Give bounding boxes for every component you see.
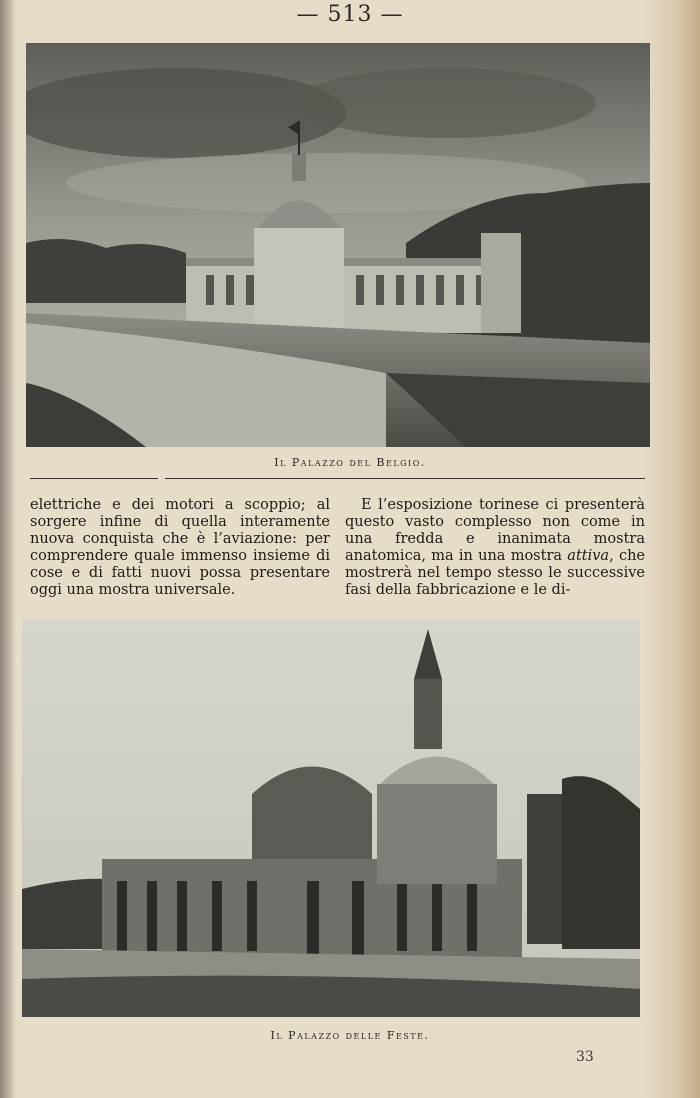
page-number: — 513 —: [296, 2, 404, 27]
paragraph: E l’esposizione torinese ci presenterà questo vasto complesso non come in una fredda e inanimata mostra anatomica, ma in una mostra attiva, che mostrerà nel tempo stesso le successive fasi della fabbricazione e le di-: [345, 497, 645, 598]
text-column-right: [345, 497, 645, 599]
page-edge-shadow: [0, 0, 16, 1098]
figure-caption: Il Palazzo del Belgio.: [274, 456, 426, 469]
divider-rule: [165, 478, 645, 479]
emphasis: attiva: [567, 548, 610, 564]
photo-palazzo-belgio: [26, 43, 650, 447]
signature-mark: 33: [576, 1049, 594, 1065]
divider-rule: [30, 478, 158, 479]
text-column-left: [30, 497, 330, 599]
paragraph: elettriche e dei motori a scoppio; al sorgere infine di quella interamente nuova conquista che è l’aviazione: per comprendere quale immenso insieme di cose e di fatti nuovi possa presentare oggi una mostra universale.: [30, 497, 330, 598]
figure-caption: Il Palazzo delle Feste.: [270, 1029, 430, 1042]
photo-palazzo-feste: [22, 619, 640, 1017]
